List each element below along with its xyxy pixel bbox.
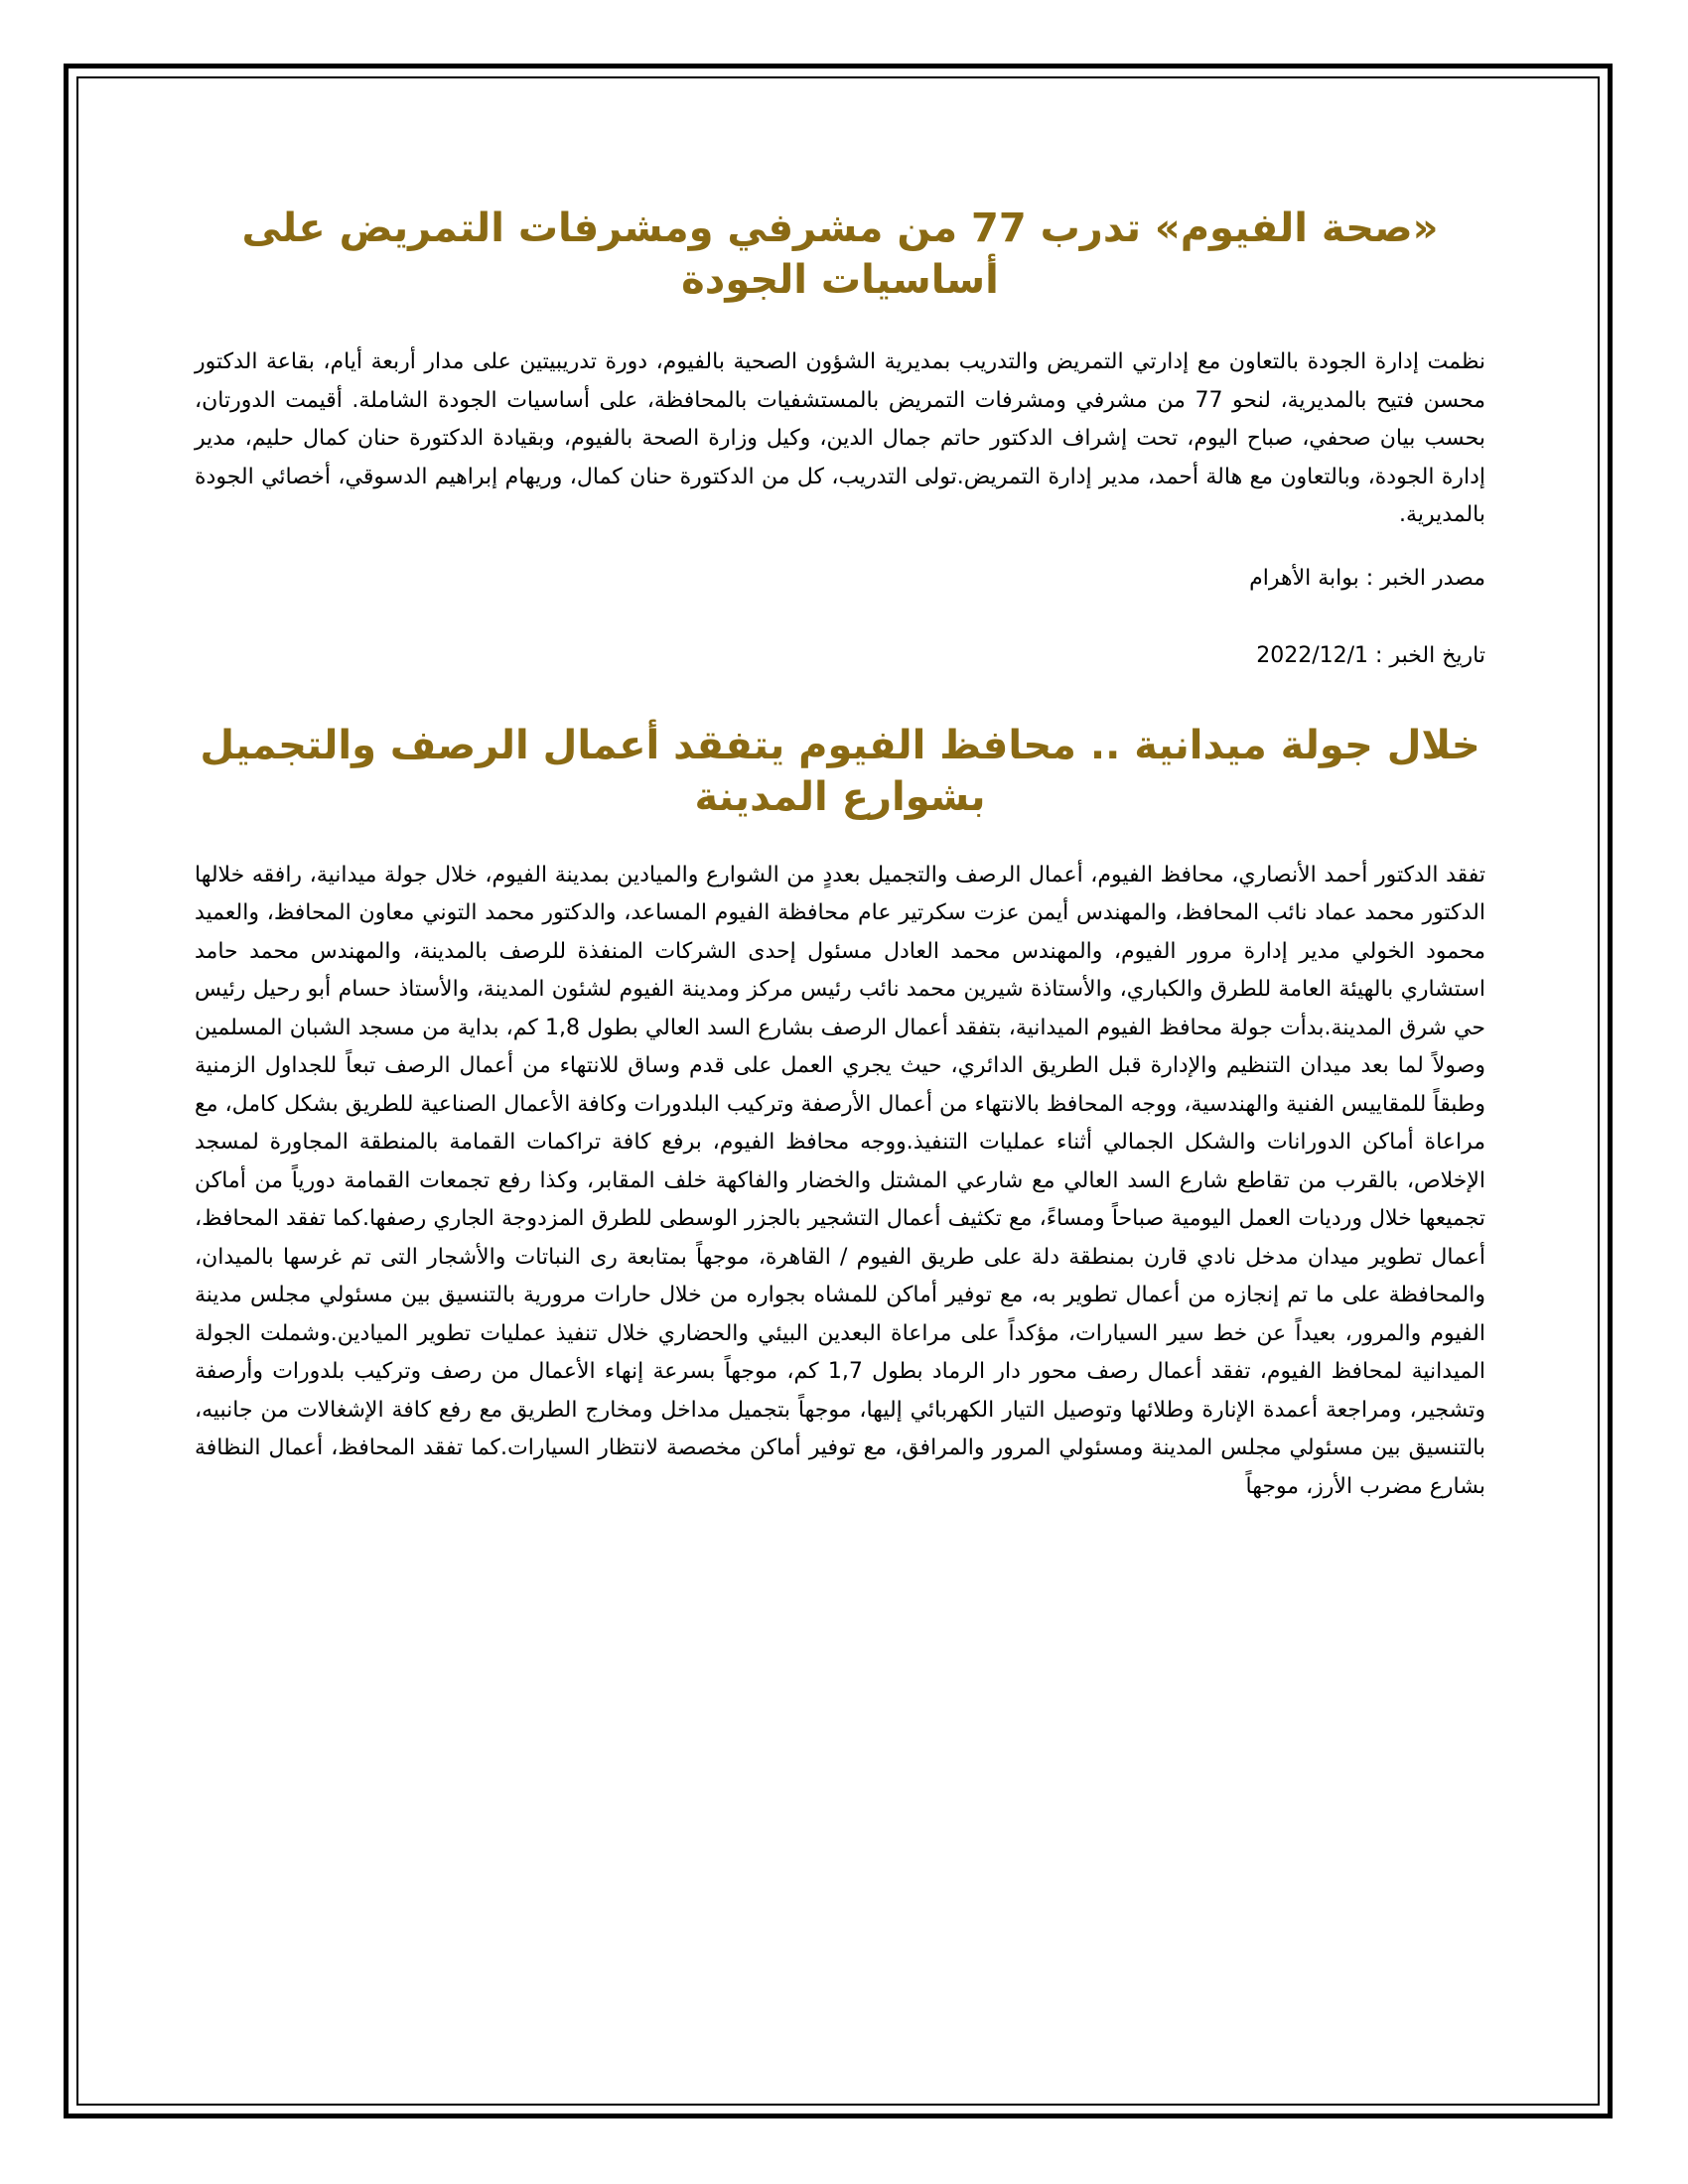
- page-content: [195, 195, 1485, 1506]
- source-value: بوابة الأهرام: [1249, 565, 1359, 591]
- article-2-title: خلال جولة ميدانية .. محافظ الفيوم يتفقد أعمال الرصف والتجميل بشوارع المدينة: [200, 722, 1480, 820]
- article-1-date: [195, 640, 1485, 672]
- source-label: مصدر الخبر :: [1358, 565, 1485, 591]
- article-1-body: نظمت إدارة الجودة بالتعاون مع إدارتي التمريض والتدريب بمديرية الشؤون الصحية بالفيوم، دورة تدريبيتين على مدار أربعة أيام، بقاعة الدكتور محسن فتيح بالمديرية، لنحو 77 من مشرفي ومشرفات التمريض بالمستشفيات بالمحافظة، على أساسيات الجودة الشاملة. أقيمت الدورتان، بحسب بيان صحفي، صباح اليوم، تحت إشراف الدكتور حاتم جمال الدين، وكيل وزارة الصحة بالفيوم، وبقيادة الدكتورة حنان كمال حليم، مدير إدارة الجودة، وبالتعاون مع هالة أحمد، مدير إدارة التمريض.تولى التدريب، كل من الدكتورة حنان كمال، وريهام إبراهيم الدسوقي، أخصائي الجودة بالمديرية.: [195, 349, 1485, 527]
- article-1-source: [195, 563, 1485, 595]
- article-2-body: تفقد الدكتور أحمد الأنصاري، محافظ الفيوم، أعمال الرصف والتجميل بعددٍ من الشوارع والميادين بمدينة الفيوم، خلال جولة ميدانية، رافقه خلالها الدكتور محمد عماد نائب المحافظ، والمهندس أيمن عزت سكرتير عام محافظة الفيوم المساعد، والدكتور محمد التوني معاون المحافظ، والعميد محمود الخولي مدير إدارة مرور الفيوم، والمهندس محمد العادل مسئول إحدى الشركات المنفذة للرصف بالمدينة، والمهندس محمد حامد استشاري بالهيئة العامة للطرق والكباري، والأستاذة شيرين محمد نائب رئيس مركز ومدينة الفيوم لشئون المدينة، والأستاذ حسام أبو رحيل رئيس حي شرق المدينة.بدأت جولة محافظ الفيوم الميدانية، بتفقد أعمال الرصف بشارع السد العالي بطول 1,8 كم، بداية من مسجد الشبان المسلمين وصولاً لما بعد ميدان التنظيم والإدارة قبل الطريق الدائري، حيث يجري العمل على قدم وساق للانتهاء من أعمال الرصف تبعاً للجداول الزمنية وطبقاً للمقاييس الفنية والهندسية، ووجه المحافظ بالانتهاء من أعمال الأرصفة وتركيب البلدورات وكافة الأعمال الصناعية للطريق بشكل كامل، مع مراعاة أماكن الدورانات والشكل الجمالي أثناء عمليات التنفيذ.ووجه محافظ الفيوم، برفع كافة تراكمات القمامة بالمنطقة المجاورة لمسجد الإخلاص، بالقرب من تقاطع شارع السد العالي مع شارعي المشتل والخضار والفاكهة خلف المقابر، وكذا رفع تجمعات القمامة دورياً من أماكن تجميعها خلال ورديات العمل اليومية صباحاً ومساءً، مع تكثيف أعمال التشجير بالجزر الوسطى للطرق المزدوجة الجاري رصفها.كما تفقد المحافظ، أعمال تطوير ميدان مدخل نادي قارن بمنطقة دلة على طريق الفيوم / القاهرة، موجهاً بمتابعة رى النباتات والأشجار التى تم غرسها بالميدان، والمحافظة على ما تم إنجازه من أعمال تطوير به، مع توفير أماكن للمشاه بجواره من خلال حارات مرورية بالتنسيق بين مسئولي مجلس مدينة الفيوم والمرور، بعيداً عن خط سير السيارات، مؤكداً على مراعاة البعدين البيئي والحضاري خلال تنفيذ عمليات تطوير الميادين.وشملت الجولة الميدانية لمحافظ الفيوم، تفقد أعمال رصف محور دار الرماد بطول 1,7 كم، موجهاً بسرعة إنهاء الأعمال من رصف وتركيب بلدورات وأرصفة وتشجير، ومراجعة أعمدة الإنارة وطلائها وتوصيل التيار الكهربائي إليها، موجهاً بتجميل مداخل ومخارج الطريق مع رفع كافة الإشغالات من جانبيه، بالتنسيق بين مسئولي مجلس المدينة ومسئولي المرور والمرافق، مع توفير أماكن مخصصة لانتظار السيارات.كما تفقد المحافظ، أعمال النظافة بشارع مضرب الأرز، موجهاً: [195, 862, 1485, 1499]
- date-label: تاريخ الخبر :: [1368, 642, 1485, 668]
- article-1-title: «صحة الفيوم» تدرب 77 من مشرفي ومشرفات التمريض على أساسيات الجودة: [241, 205, 1439, 303]
- date-value: 2022/12/1: [1256, 642, 1369, 668]
